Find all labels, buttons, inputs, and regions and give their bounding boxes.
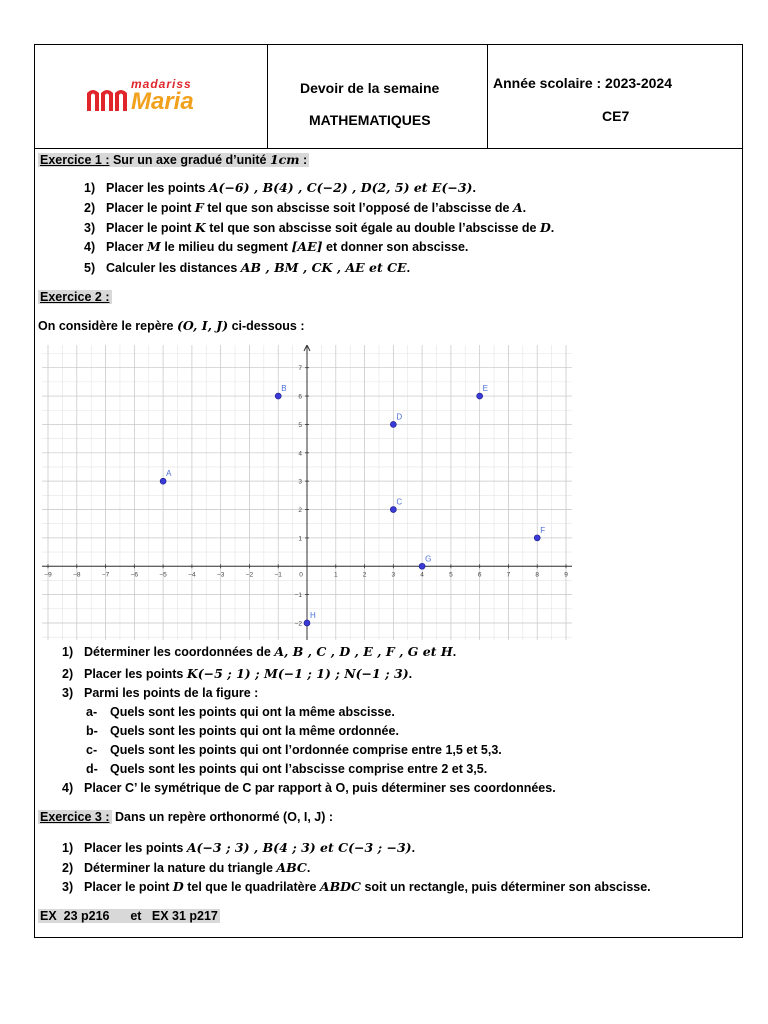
- item-number: 2): [84, 201, 96, 215]
- item-text-end: .: [522, 201, 527, 215]
- y-tick-label: 5: [298, 421, 302, 429]
- x-tick-label: 5: [449, 571, 453, 579]
- point-d: [390, 421, 396, 427]
- ex2-intro: [38, 318, 305, 333]
- x-tick-label: −7: [101, 571, 110, 579]
- subitem-letter: b-: [86, 724, 98, 738]
- item-math: AB , BM , CK , AE et CE: [240, 260, 407, 275]
- ex1-item-3: [84, 220, 554, 235]
- ex1-heading-highlight: [38, 153, 309, 167]
- ex2-label: Exercice 2 :: [40, 290, 110, 304]
- point-label-b: B: [281, 384, 287, 394]
- point-h: [304, 620, 310, 626]
- ex2-intro-end: ci-dessous :: [228, 319, 305, 333]
- x-tick-label: 3: [391, 571, 396, 579]
- ex1-item-4: [84, 239, 468, 254]
- point-e: [477, 393, 483, 399]
- item-text-mid: tel que son abscisse soit l’opposé de l’abscisse de: [203, 201, 513, 215]
- madariss-maria-logo: [85, 77, 225, 117]
- x-tick-label: 7: [506, 571, 511, 579]
- item-math-2: D: [539, 220, 551, 235]
- ex2-heading: [38, 290, 112, 304]
- header-year-cell: [488, 45, 742, 148]
- x-tick-label: 8: [535, 571, 540, 579]
- item-math: A(−6) , B(4) , C(−2) , D(2, 5) et E(−3): [208, 180, 473, 195]
- subitem-text: Quels sont les points qui ont l’ordonnée comprise entre 1,5 et 5,3.: [110, 743, 502, 757]
- item-text-end: et donner son abscisse.: [322, 240, 469, 254]
- subitem-letter: a-: [86, 705, 98, 719]
- ex2-frame: (O, I, J): [176, 318, 229, 333]
- y-tick-label: −2: [294, 620, 302, 628]
- ex2-item-3: [62, 686, 258, 700]
- school-year: Année scolaire : 2023-2024: [493, 75, 672, 91]
- item-math-2: [AE]: [291, 239, 323, 254]
- item-number: 1): [62, 645, 74, 659]
- item-text: Placer les points: [106, 181, 209, 195]
- item-text-end: .: [472, 181, 476, 195]
- item-math: M: [147, 239, 161, 254]
- ex3-intro: Dans un repère orthonormé (O, I, J) :: [111, 810, 334, 824]
- point-label-c: C: [396, 497, 403, 507]
- ex3-item-1: [62, 840, 415, 855]
- item-text: Placer les points: [84, 667, 187, 681]
- header-subject: MATHEMATIQUES: [309, 112, 431, 128]
- item-text-mid: le milieu du segment: [160, 240, 292, 254]
- header-logo-cell: [35, 45, 268, 148]
- item-number: 2): [62, 861, 74, 875]
- item-text: Placer: [106, 240, 148, 254]
- item-number: 5): [84, 261, 96, 275]
- item-text-end: soit un rectangle, puis déterminer son abscisse.: [360, 880, 651, 894]
- item-text: Calculer les distances: [106, 261, 241, 275]
- item-math: D: [172, 879, 184, 894]
- ex1-item-1: [84, 180, 476, 195]
- point-c: [390, 507, 396, 513]
- ex2-item-4: [62, 781, 556, 795]
- x-tick-label: 6: [477, 571, 482, 579]
- footer-text: EX 23 p216 et EX 31 p217: [40, 909, 218, 923]
- item-text: Placer le point: [106, 201, 195, 215]
- item-text: Placer le point: [84, 880, 173, 894]
- x-tick-label: 9: [564, 571, 568, 579]
- item-text-end: .: [550, 221, 555, 235]
- point-label-h: H: [310, 610, 316, 620]
- point-a: [160, 478, 166, 484]
- item-math: K(−5 ; 1) ; M(−1 ; 1) ; N(−1 ; 3): [186, 666, 409, 681]
- y-tick-label: 6: [298, 393, 302, 401]
- item-text: Placer le point: [106, 221, 195, 235]
- item-text: Placer C’ le symétrique de C par rapport à O, puis déterminer ses coordonnées.: [84, 781, 556, 795]
- point-label-d: D: [396, 412, 403, 422]
- ex2-subitem-b: [86, 724, 399, 738]
- x-tick-label: 0: [299, 571, 303, 579]
- item-text-end: .: [306, 861, 311, 875]
- item-number: 3): [62, 880, 74, 894]
- item-number: 1): [62, 841, 74, 855]
- ex1-intro: Sur un axe gradué d’unité: [109, 153, 270, 167]
- header-title-cell: [268, 45, 488, 148]
- item-math-2: A: [512, 200, 523, 215]
- y-tick-label: 3: [298, 478, 302, 486]
- point-label-e: E: [482, 384, 489, 394]
- item-text-end: .: [452, 645, 457, 659]
- header-title: Devoir de la semaine: [300, 80, 440, 96]
- item-math: A(−3 ; 3) , B(4 ; 3) et C(−3 ; −3): [186, 840, 412, 855]
- x-tick-label: −8: [73, 571, 81, 579]
- item-text: Parmi les points de la figure :: [84, 686, 259, 700]
- point-g: [419, 563, 425, 569]
- ex2-subitem-c: [86, 743, 502, 757]
- point-label-a: A: [166, 469, 172, 479]
- x-tick-label: −6: [130, 571, 139, 579]
- ex3-item-3: [62, 879, 651, 894]
- logo-text-bottom: Maria: [131, 88, 194, 115]
- item-text: Déterminer la nature du triangle: [84, 861, 277, 875]
- ex2-subitem-d: [86, 762, 487, 776]
- item-text: Déterminer les coordonnées de: [84, 645, 275, 659]
- point-b: [275, 393, 281, 399]
- header-table: [35, 45, 742, 149]
- y-tick-label: 4: [298, 450, 302, 458]
- y-tick-label: 1: [298, 535, 302, 543]
- item-number: 2): [62, 667, 74, 681]
- ex2-subitem-a: [86, 705, 395, 719]
- item-number: 3): [62, 686, 74, 700]
- ex2-item-2: [62, 666, 412, 681]
- item-number: 4): [84, 240, 96, 254]
- item-text-end: .: [411, 841, 416, 855]
- item-text-mid: tel que son abscisse soit égale au double l’abscisse de: [205, 221, 540, 235]
- x-tick-label: −2: [245, 571, 254, 579]
- ex2-item-1: [62, 644, 456, 659]
- ex2-intro-text: On considère le repère: [38, 319, 177, 333]
- point-label-g: G: [425, 554, 432, 564]
- footer-exercises: [38, 909, 220, 923]
- item-number: 4): [62, 781, 74, 795]
- y-tick-label: −1: [294, 592, 302, 600]
- item-text-end: .: [408, 667, 413, 681]
- item-math: A, B , C , D , E , F , G et H: [274, 644, 453, 659]
- logo-text-top: madariss: [131, 77, 192, 91]
- point-label-f: F: [540, 525, 546, 535]
- ex3-heading: [38, 810, 333, 824]
- item-math: K: [194, 220, 206, 235]
- subitem-text: Quels sont les points qui ont la même abscisse.: [110, 705, 395, 719]
- ex1-intro-end: :: [299, 153, 308, 167]
- coordinate-graph: [42, 345, 572, 640]
- item-text-mid: tel que le quadrilatère: [183, 880, 320, 894]
- subitem-text: Quels sont les points qui ont l’abscisse comprise entre 2 et 3,5.: [110, 762, 488, 776]
- item-text: Placer les points: [84, 841, 187, 855]
- item-number: 3): [84, 221, 96, 235]
- item-math: ABC: [276, 860, 307, 875]
- ex1-heading: [38, 152, 309, 167]
- y-tick-label: 7: [298, 365, 302, 373]
- logo-mark-icon: [85, 85, 129, 113]
- x-tick-label: 2: [362, 571, 367, 579]
- item-math-2: ABDC: [319, 879, 361, 894]
- x-tick-label: −1: [274, 571, 282, 579]
- point-f: [534, 535, 540, 541]
- y-tick-label: 2: [298, 507, 302, 515]
- class-level: CE7: [602, 108, 630, 124]
- ex1-label: Exercice 1 :: [40, 153, 110, 167]
- ex3-item-2: [62, 860, 310, 875]
- x-tick-label: −5: [159, 571, 167, 579]
- ex1-item-5: [84, 260, 410, 275]
- ex1-item-2: [84, 200, 526, 215]
- item-math: F: [194, 200, 204, 215]
- item-number: 1): [84, 181, 96, 195]
- subitem-letter: d-: [86, 762, 98, 776]
- ex1-unit: 1cm: [269, 152, 300, 167]
- x-tick-label: −9: [44, 571, 52, 579]
- item-text-end: .: [406, 261, 411, 275]
- subitem-letter: c-: [86, 743, 98, 757]
- subitem-text: Quels sont les points qui ont la même ordonnée.: [110, 724, 399, 738]
- ex3-label: Exercice 3 :: [40, 810, 110, 824]
- x-tick-label: 4: [420, 571, 424, 579]
- x-tick-label: −4: [188, 571, 196, 579]
- x-tick-label: 1: [333, 571, 338, 579]
- x-tick-label: −3: [216, 571, 225, 579]
